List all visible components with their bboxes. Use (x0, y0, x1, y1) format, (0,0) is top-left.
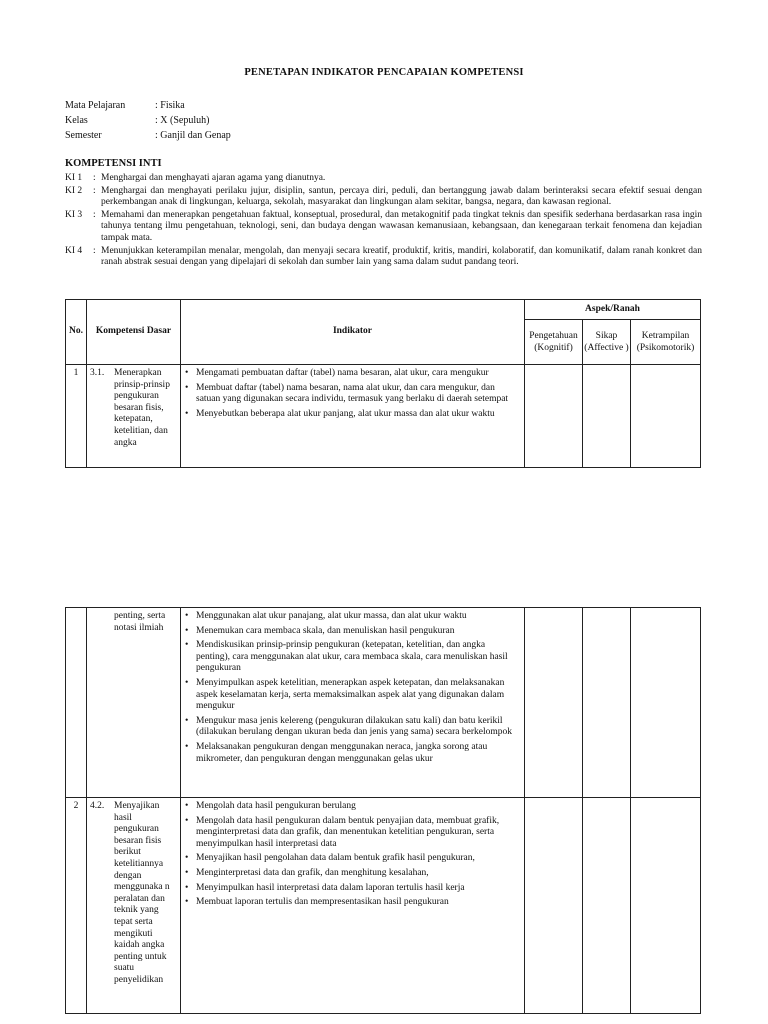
ki-colon: : (93, 209, 96, 220)
row-number: 2 (66, 798, 87, 1014)
kd-text: Menyajikan hasil pengukuran besaran fisis berikut ketelitiannya dengan menggunaka n peralatan dan teknik yang tepat serta mengikuti kaidah angka penting untuk suatu penyelidikan (114, 801, 170, 985)
meta-label: Mata Pelajaran (65, 100, 126, 111)
header-no: No. (66, 300, 87, 365)
indicator-item: • Membuat daftar (tabel) nama besaran, nama alat ukur, dan cara mengukur, dan satuan yang digunakan secara individu, termasuk yang berlaku di daerah setempat (185, 383, 520, 406)
ki-text: Menunjukkan keterampilan menalar, mengolah, dan menyaji secara kreatif, produktif, kritis, mandiri, kolaboratif, dan komunikatif, dalam ranah konkret dan ranah abstrak sesuai dengan yang dipelajari di sekolah dan sumber lain yang sama dalam sudut pandang teori. (101, 245, 702, 268)
meta-row (65, 128, 231, 143)
ki-text: Menghargai dan menghayati perilaku jujur, disiplin, santun, percaya diri, peduli, dan bertanggung jawab dalam berinteraksi secara efektif sesuai dengan perkembangan anak di lingkungan, keluarga, sekolah, masyarakat dan lingkungan alam sekitar, bangsa, negara, dan kawasan regional. (101, 185, 702, 208)
kd-number: 4.2. (90, 801, 105, 811)
indicator-cell (181, 608, 525, 798)
indicator-item: • Menemukan cara membaca skala, dan menuliskan hasil pengukuran (185, 626, 520, 638)
indicator-item: • Mendiskusikan prinsip-prinsip pengukuran (ketepatan, ketelitian, dan angka penting), cara menggunakan alat ukur, cara membaca skala, cara menuliskan hasil pengukuran (185, 640, 520, 675)
kognitif-cell (525, 798, 583, 1014)
ki-item (65, 186, 702, 209)
header-indikator: Indikator (181, 300, 525, 365)
ki-item (65, 210, 702, 245)
psikomotorik-cell (631, 365, 701, 468)
indicator-table (65, 299, 701, 468)
ki-item (65, 173, 702, 185)
header-kompetensi-dasar: Kompetensi Dasar (87, 300, 181, 365)
ki-text: Memahami dan menerapkan pengetahuan faktual, konseptual, prosedural, dan metakognitif pada tingkat teknis dan spesifik sederhana berdasarkan rasa ingin tahunya tentang ilmu pengetahuan, teknologi, seni, dan budaya dengan wawasan kemanusiaan, kebangsaan, dan kenegaraan terkait fenomena dan kejadian tampak mata. (101, 209, 702, 243)
meta-value: : X (Sepuluh) (155, 115, 210, 126)
indicator-item: • Menginterpretasi data dan grafik, dan menghitung kesalahan, (185, 868, 520, 880)
indicator-item: • Membuat laporan tertulis dan mempresentasikan hasil pengukuran (185, 897, 520, 909)
meta-label: Kelas (65, 115, 88, 126)
meta-info (65, 98, 231, 143)
indicator-item: • Mengukur masa jenis kelereng (pengukuran dilakukan satu kali) dan batu kerikil (dilakukan berulang dengan ukuran beda dan jenis yang sama) secara berkelompok (185, 716, 520, 739)
ki-text: Menghargai dan menghayati ajaran agama yang dianutnya. (101, 173, 326, 183)
indicator-item: • Melaksanakan pengukuran dengan menggunakan neraca, jangka sorong atau mikrometer, dan pengukuran dengan menggunakan gelas ukur (185, 742, 520, 765)
indicator-item: • Mengamati pembuatan daftar (tabel) nama besaran, alat ukur, cara mengukur (185, 368, 520, 380)
psikomotorik-cell (631, 798, 701, 1014)
psikomotorik-cell (631, 608, 701, 798)
meta-row (65, 113, 231, 128)
afektif-cell (583, 798, 631, 1014)
kognitif-cell (525, 365, 583, 468)
indicator-item: • Menyimpulkan hasil interpretasi data dalam laporan tertulis hasil kerja (185, 883, 520, 895)
indicator-item: • Mengolah data hasil pengukuran berulang (185, 801, 520, 813)
indicator-cell (181, 365, 525, 468)
header-aspek-ranah: Aspek/Ranah (525, 300, 701, 320)
page-2 (0, 607, 768, 1024)
meta-value: : Ganjil dan Genap (155, 130, 231, 141)
meta-row (65, 98, 231, 113)
kd-cell (87, 798, 181, 1014)
row-number: 1 (66, 365, 87, 468)
indicator-cell (181, 798, 525, 1014)
ki-list (65, 173, 702, 270)
table-row (66, 365, 701, 468)
ki-code: KI 1 (65, 173, 83, 183)
ki-code: KI 4 (65, 245, 83, 256)
indicator-item: • Menyimpulkan aspek ketelitian, menerapkan aspek ketepatan, dan melaksanakan aspek keselamatan kerja, serta memaksimalkan aspek alat yang digunakan dalam mengukur (185, 678, 520, 713)
kognitif-cell (525, 608, 583, 798)
indicator-item: • Mengolah data hasil pengukuran dalam bentuk penyajian data, membuat grafik, menginterpretasi data dan grafik, dan menentukan ketelitian pengukuran, serta menyimpulkan hasil interpretasi data (185, 816, 520, 851)
indicator-item: • Menyebutkan beberapa alat ukur panjang, alat ukur massa dan alat ukur waktu (185, 409, 520, 421)
header-psikomotorik: Ketrampilan (Psikomotorik) (631, 320, 701, 365)
kd-text: Menerapkan prinsip-prinsip pengukuran besaran fisis, ketepatan, ketelitian, dan angka (114, 368, 170, 448)
kd-cell (87, 365, 181, 468)
kd-number: 3.1. (90, 368, 105, 378)
row-number (66, 608, 87, 798)
ki-item (65, 246, 702, 269)
meta-value: : Fisika (155, 100, 185, 111)
indicator-item: • Menggunakan alat ukur panajang, alat ukur massa, dan alat ukur waktu (185, 611, 520, 623)
ki-code: KI 3 (65, 209, 83, 220)
table-row (66, 608, 701, 798)
ki-colon: : (93, 245, 96, 256)
kd-cell (87, 608, 181, 798)
afektif-cell (583, 365, 631, 468)
kd-text: penting, serta notasi ilmiah (114, 611, 166, 633)
meta-label: Semester (65, 130, 102, 141)
ki-colon: : (93, 185, 96, 196)
afektif-cell (583, 608, 631, 798)
indicator-table-continued (65, 607, 701, 1014)
ki-colon: : (93, 173, 96, 183)
header-afektif: Sikap (Affective ) (583, 320, 631, 365)
document-title: PENETAPAN INDIKATOR PENCAPAIAN KOMPETENSI (244, 67, 524, 78)
indicator-item: • Menyajikan hasil pengolahan data dalam bentuk grafik hasil pengukuran, (185, 853, 520, 865)
table-header-row (66, 300, 701, 320)
header-kognitif: Pengetahuan (Kognitif) (525, 320, 583, 365)
ki-code: KI 2 (65, 185, 83, 196)
page-1 (0, 0, 768, 480)
table-row (66, 798, 701, 1014)
ki-heading: KOMPETENSI INTI (65, 158, 162, 169)
